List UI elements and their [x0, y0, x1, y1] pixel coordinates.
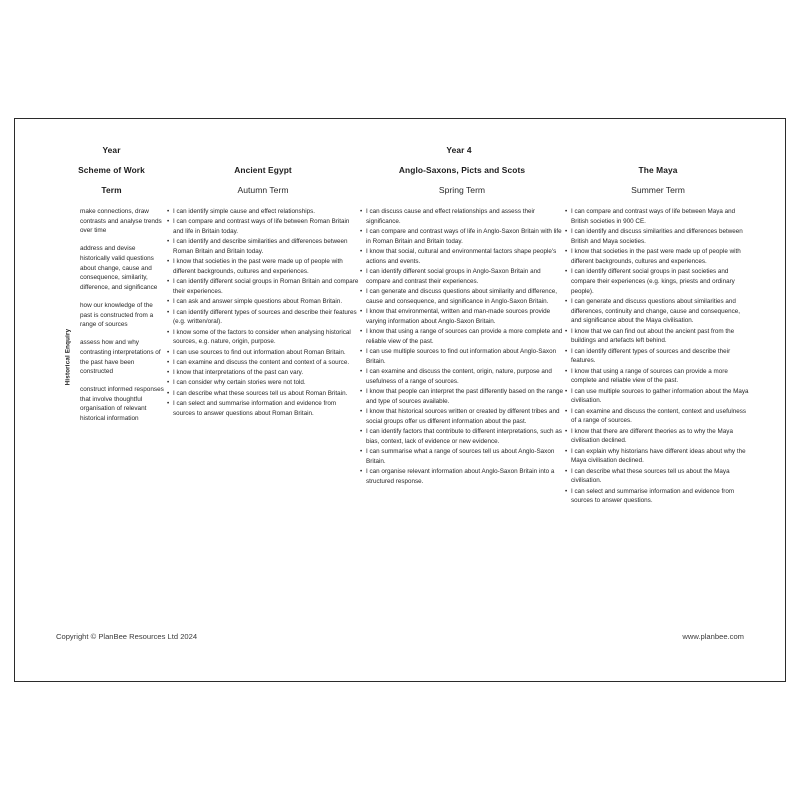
- list-item: • I can compare and contrast ways of life between Maya and British societies in 900 CE.: [565, 207, 751, 227]
- curriculum-table-wrapper: [56, 144, 749, 597]
- strand-label-cell: [57, 207, 79, 507]
- strand-label: Historical Enquiry: [64, 328, 72, 386]
- list-item: • I know that environmental, written and man-made sources provide varying information about Anglo-Saxon Britain.: [360, 307, 564, 327]
- row-label-term: Term: [57, 185, 166, 206]
- strand-aims-cell: [80, 207, 166, 507]
- statements-cell-anglo-saxons: [360, 207, 564, 507]
- term-autumn: Autumn Term: [167, 185, 359, 206]
- statement-list: [565, 207, 751, 506]
- scheme-header-3: The Maya: [565, 165, 751, 184]
- table-row-term: [57, 185, 751, 206]
- list-item: • I can generate and discuss questions about similarities and differences, continuity and change, cause and consequence, and significance about the Maya civilisation.: [565, 297, 751, 326]
- list-item: • I can identify and describe similarities and differences between Roman Britain and Britain today.: [167, 237, 359, 257]
- list-item: • I can examine and discuss the content, context and usefulness of a range of sources.: [565, 407, 751, 427]
- list-item: • I know that using a range of sources can provide a more complete and reliable view of the past.: [360, 327, 564, 347]
- list-item: • I can compare and contrast ways of life between Roman Britain and life in Britain today.: [167, 217, 359, 237]
- list-item: • I can consider why certain stories were not told.: [167, 378, 359, 388]
- list-item: • I know that historical sources written or created by different tribes and social groups offer us different information about the past.: [360, 407, 564, 427]
- list-item: • I know that using a range of sources can provide a more complete and reliable view of the past.: [565, 367, 751, 387]
- list-item: • I know some of the factors to consider when analysing historical sources, e.g. nature, origin, purpose.: [167, 328, 359, 348]
- scheme-header-1: Ancient Egypt: [167, 165, 359, 184]
- table-row-historical-enquiry: [57, 207, 751, 507]
- statement-list: [167, 207, 359, 418]
- year-value: Year 4: [167, 145, 751, 164]
- list-item: • I can select and summarise information and evidence from sources to answer questions.: [565, 487, 751, 507]
- list-item: • I know that societies in the past were made up of people with different backgrounds, cultures and experiences.: [565, 247, 751, 267]
- copyright-notice: Copyright © PlanBee Resources Ltd 2024: [56, 632, 198, 641]
- row-label-year: Year: [57, 145, 166, 164]
- list-item: • I can organise relevant information about Anglo-Saxon Britain into a structured response.: [360, 467, 564, 487]
- list-item: • I can identify different types of sources and describe their features.: [565, 347, 751, 367]
- list-item: • I can ask and answer simple questions about Roman Britain.: [167, 297, 359, 307]
- website-link[interactable]: www.planbee.com: [682, 632, 744, 641]
- list-item: • I can discuss cause and effect relationships and assess their significance.: [360, 207, 564, 227]
- list-item: • I know that interpretations of the past can vary.: [167, 368, 359, 378]
- statements-cell-ancient-egypt: [167, 207, 359, 507]
- list-item: • I can select and summarise information and evidence from sources to answer questions about Roman Britain.: [167, 399, 359, 419]
- list-item: • I can use multiple sources to gather information about the Maya civilisation.: [565, 387, 751, 407]
- strand-aim: make connections, draw contrasts and analyse trends over time: [80, 208, 162, 235]
- document-page: [14, 118, 786, 682]
- list-item: • I can describe what these sources tell us about Roman Britain.: [167, 389, 359, 399]
- row-label-scheme-of-work: Scheme of Work: [57, 165, 166, 184]
- list-item: • I can identify different social groups in past societies and compare their experiences (e.g. kings, priests and ordinary people).: [565, 267, 751, 296]
- list-item: • I can summarise what a range of sources tell us about Anglo-Saxon Britain.: [360, 447, 564, 467]
- list-item: • I can identify factors that contribute to different interpretations, such as bias, context, lack of evidence or new evidence.: [360, 427, 564, 447]
- scheme-header-2: Anglo-Saxons, Picts and Scots: [360, 165, 564, 184]
- strand-aim: assess how and why contrasting interpretations of the past have been constructed: [80, 339, 161, 376]
- statement-list: [360, 207, 564, 487]
- curriculum-table: [56, 144, 752, 508]
- list-item: • I know that societies in the past were made up of people with different backgrounds, cultures and experiences.: [167, 257, 359, 277]
- table-row-year: [57, 145, 751, 164]
- statements-cell-the-maya: [565, 207, 751, 507]
- list-item: • I can use multiple sources to find out information about Anglo-Saxon Britain.: [360, 347, 564, 367]
- term-spring: Spring Term: [360, 185, 564, 206]
- strand-aims-list: [80, 207, 166, 424]
- list-item: • I can identify different social groups in Roman Britain and compare their experiences.: [167, 277, 359, 297]
- term-summer: Summer Term: [565, 185, 751, 206]
- list-item: • I can identify different types of sources and describe their features (e.g. written/oral).: [167, 308, 359, 328]
- list-item: • I can examine and discuss the content, origin, nature, purpose and usefulness of a range of sources.: [360, 367, 564, 387]
- list-item: • I can explain why historians have different ideas about why the Maya civilisation declined.: [565, 447, 751, 467]
- table-row-scheme: [57, 165, 751, 184]
- list-item: • I can identify different social groups in Anglo-Saxon Britain and compare and contrast their experiences.: [360, 267, 564, 287]
- list-item: • I know that there are different theories as to why the Maya civilisation declined.: [565, 427, 751, 447]
- strand-aim: how our knowledge of the past is constructed from a range of sources: [80, 301, 154, 329]
- strand-aim: address and devise historically valid questions about change, cause and consequence, similarity, difference, and significance: [80, 245, 158, 292]
- list-item: • I can examine and discuss the content and context of a source.: [167, 358, 359, 368]
- list-item: • I know that social, cultural and environmental factors shape people's actions and events.: [360, 247, 564, 267]
- list-item: • I can compare and contrast ways of life in Anglo-Saxon Britain with life in Roman Britain and Britain today.: [360, 227, 564, 247]
- list-item: • I know that we can find out about the ancient past from the buildings and artefacts left behind.: [565, 327, 751, 347]
- list-item: • I can use sources to find out information about Roman Britain.: [167, 348, 359, 358]
- list-item: • I can generate and discuss questions about similarity and difference, cause and consequence, and significance in Anglo-Saxon Britain.: [360, 287, 564, 307]
- strand-aim: construct informed responses that involve thoughtful organisation of relevant historical information: [80, 386, 164, 423]
- list-item: • I can describe what these sources tell us about the Maya civilisation.: [565, 467, 751, 487]
- page-footer: [56, 632, 744, 641]
- list-item: • I can identify simple cause and effect relationships.: [167, 207, 359, 217]
- list-item: • I know that people can interpret the past differently based on the range and type of sources available.: [360, 387, 564, 407]
- list-item: • I can identify and discuss similarities and differences between British and Maya societies.: [565, 227, 751, 247]
